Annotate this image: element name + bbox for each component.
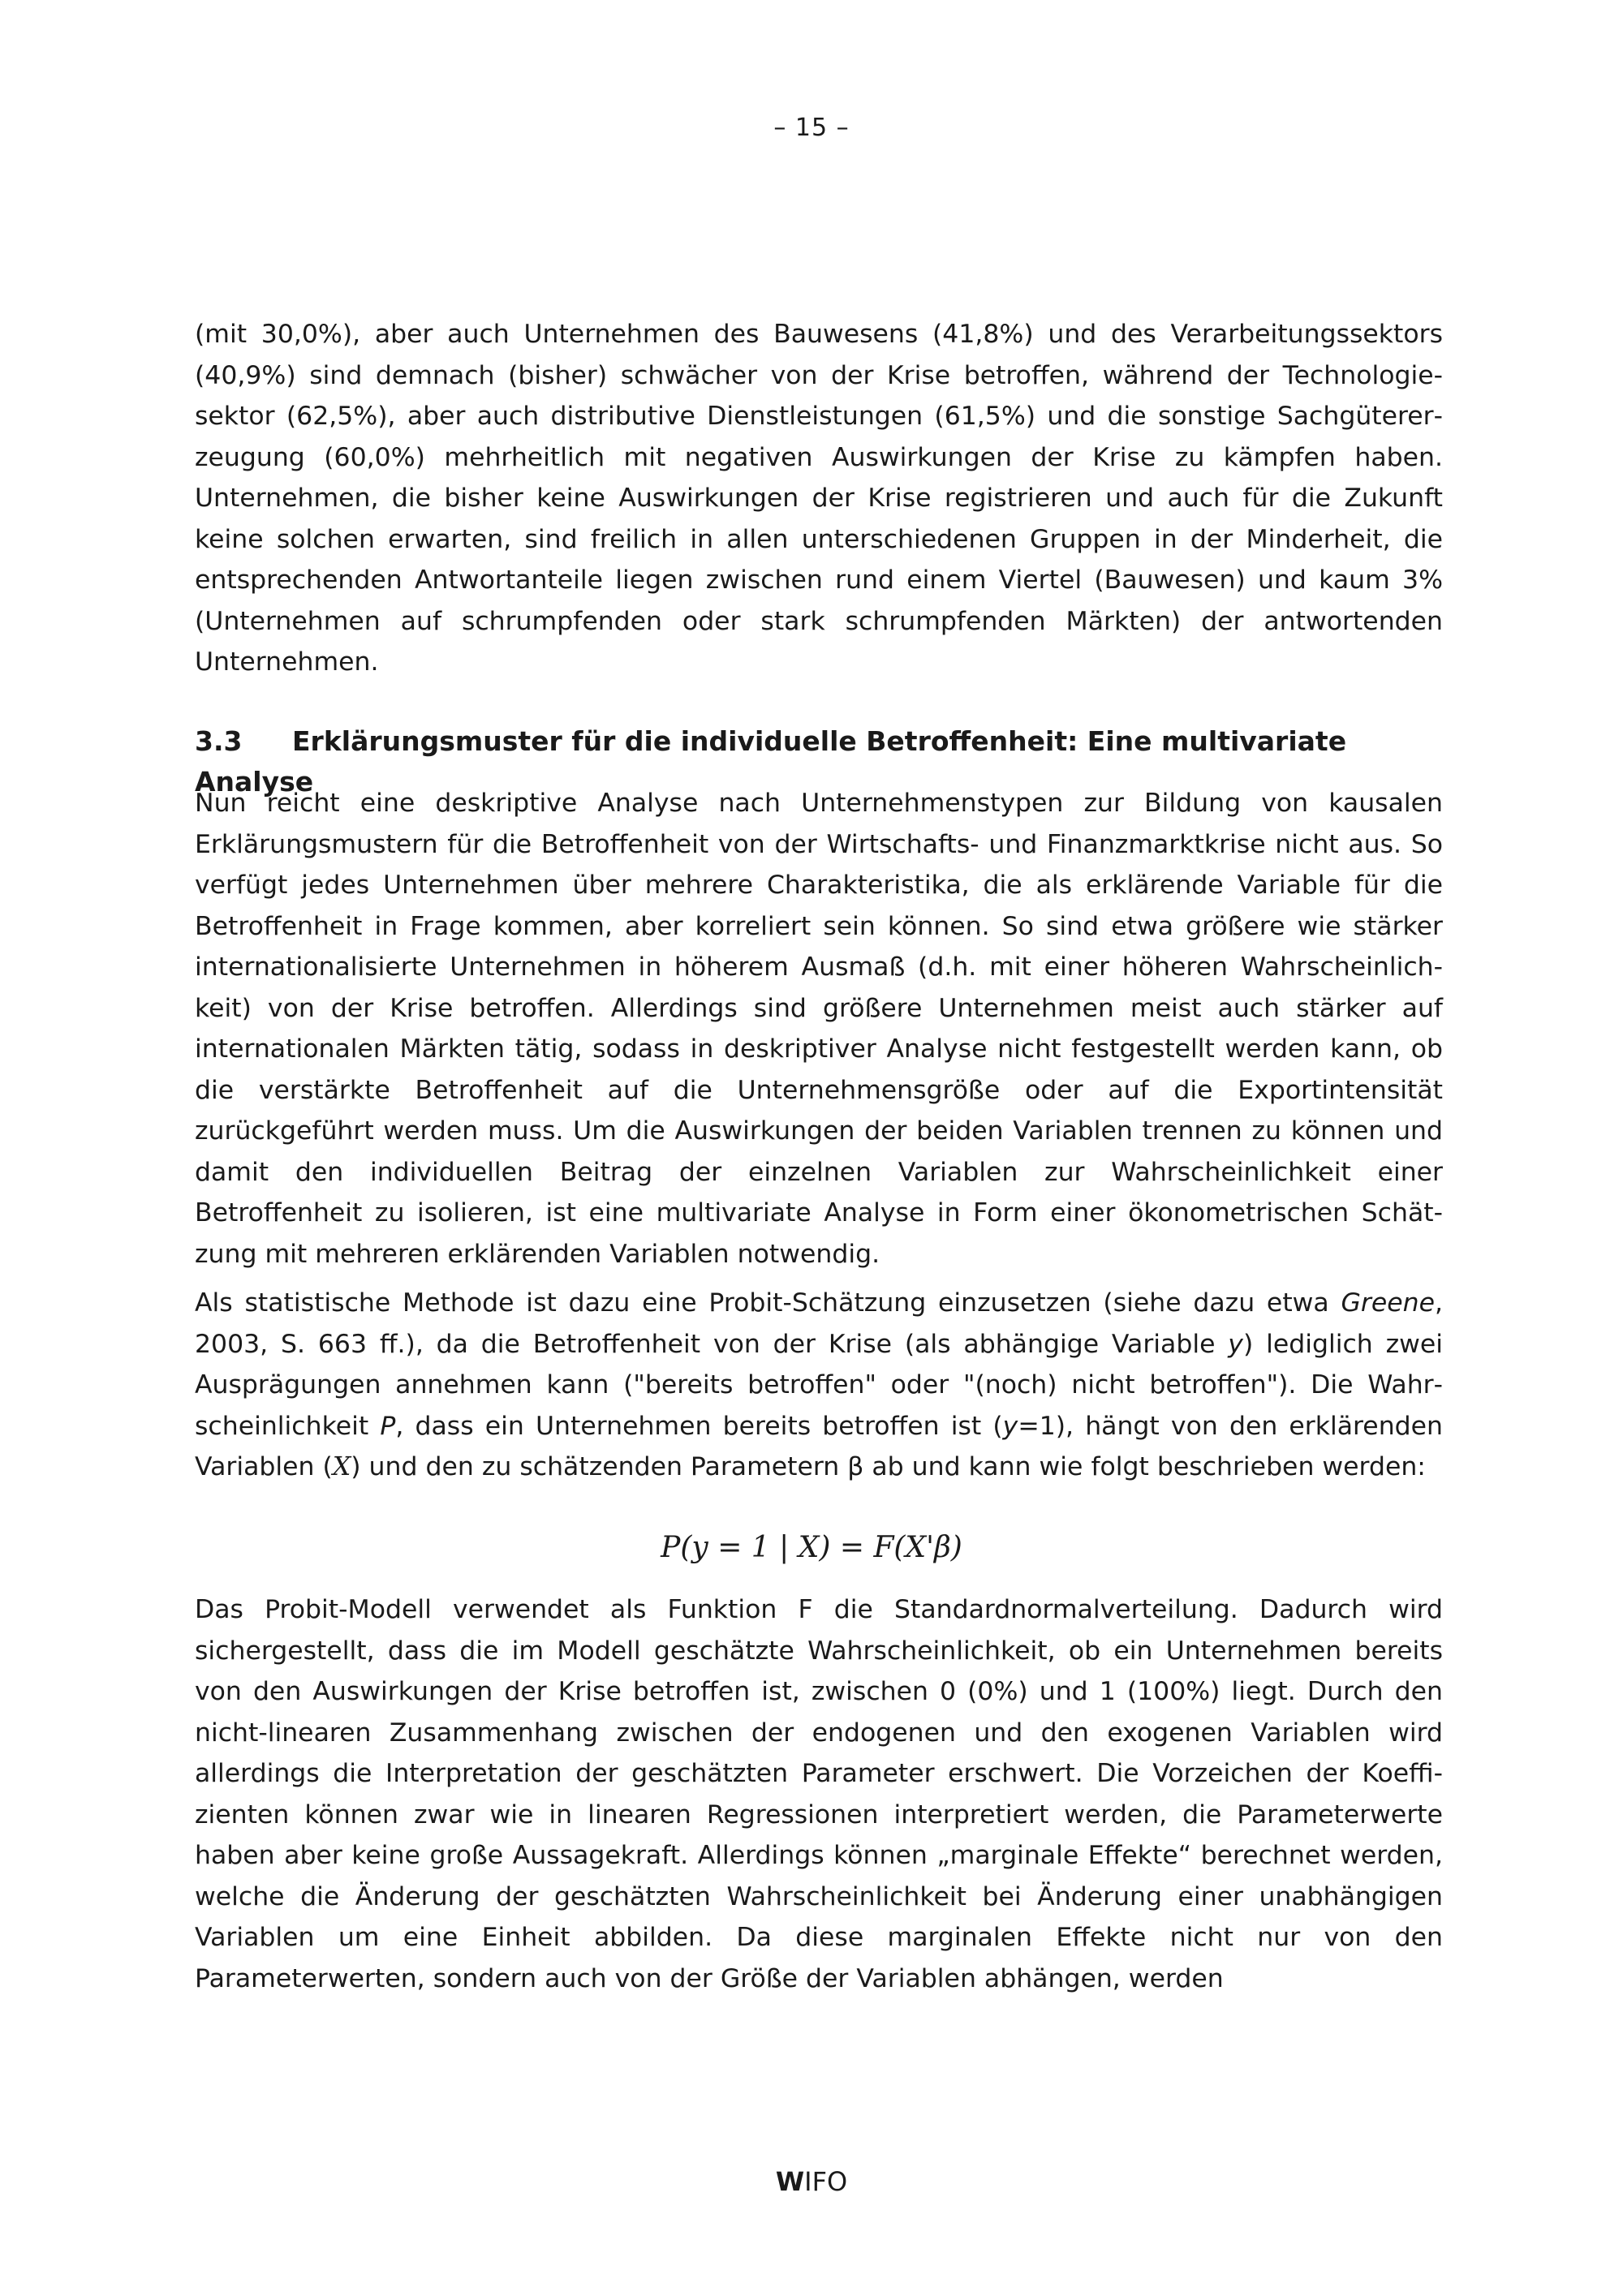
paragraph-continuation	[195, 314, 1443, 683]
logo-w: W	[775, 2166, 805, 2197]
logo-separator: I	[804, 2166, 812, 2197]
var-x: X	[332, 1452, 351, 1481]
paragraph-block-2	[195, 783, 1443, 1275]
paragraph-block-3	[195, 1283, 1443, 1488]
p3-text-e: =1), hängt von den erklärenden Variablen (	[195, 1411, 1443, 1481]
p3-text-b: , 2003, S. 663 ff.), da die Betroffenheit von der Krise (als abhängige Variable	[195, 1288, 1443, 1359]
p3-text-c: ) lediglich zwei Ausprägungen annehmen kann ("bereits betroffen" oder "(noch) nicht betroffen"). Die Wahrscheinlichkeit	[195, 1329, 1444, 1441]
var-p: P	[380, 1411, 396, 1441]
p3-text-d: , dass ein Unternehmen bereits betroffen ist (	[395, 1411, 1003, 1441]
citation-author: Greene	[1341, 1288, 1435, 1318]
paragraph-2: Nun reicht eine deskriptive Analyse nach Unternehmenstypen zur Bildung von kausalen Erklärungsmustern für die Betroffenheit von der Wirtschafts- und Finanzmarktkrise nicht aus. So verfügt jedes Unternehmen über mehrere Charakteristika, die als erklärende Variable für die Betroffenheit in Frage kommen, aber korreliert sein können. So sind etwa größere wie stärker internationalisierte Unternehmen in höherem Ausmaß (d.h. mit einer höheren Wahrscheinlichkeit) von der Krise betroffen. Allerdings sind größere Unternehmen meist auch stärker auf internationalen Märkten tätig, sodass in deskriptiver Analyse nicht festgestellt werden kann, ob die verstärkte Betroffenheit auf die Unternehmensgröße oder auf die Exportintensität zurückgeführt werden muss. Um die Auswirkungen der beiden Variablen trennen zu können und damit den individuellen Beitrag der einzelnen Variablen zur Wahrscheinlichkeit einer Betroffenheit zu isolieren, ist eine multivariate Analyse in Form einer ökonometrischen Schätzung mit mehreren erklärenden Variablen notwendig.	[195, 789, 1443, 1269]
section-number: 3.3	[195, 725, 243, 757]
p3-text-a: Als statistische Methode ist dazu eine Probit-Schätzung einzusetzen (siehe dazu etwa	[195, 1288, 1341, 1318]
logo-o: O	[826, 2166, 848, 2197]
var-y-2: y	[1002, 1411, 1018, 1441]
paragraph-4: Das Probit-Modell verwendet als Funktion F die Standardnormalverteilung. Dadurch wird sichergestellt, dass die im Modell geschätzte Wahrscheinlichkeit, ob ein Unternehmen bereits von den Auswirkungen der Krise betroffen ist, zwischen 0 (0%) und 1 (100%) liegt. Durch den nicht-linearen Zusammenhang zwischen der endogenen und den exogenen Variablen wird allerdings die Interpretation der geschätzten Parameter erschwert. Die Vorzeichen der Koeffizienten können zwar wie in linearen Regressionen interpretiert werden, die Parameterwerte haben aber keine große Aussagekraft. Allerdings können „marginale Effekte“ berechnet werden, welche die Änderung der geschätzten Wahrscheinlichkeit bei Änderung einer unabhängigen Variablen um eine Einheit abbilden. Da diese marginalen Effekte nicht nur von den Parameterwerten, sondern auch von der Größe der Variablen abhängen, werden	[195, 1595, 1443, 1993]
var-y: y	[1228, 1329, 1243, 1359]
paragraph-3	[195, 1283, 1443, 1488]
paragraph-1: (mit 30,0%), aber auch Unternehmen des Bauwesens (41,8%) und des Verarbeitungssektors (40,9%) sind demnach (bisher) schwächer von der Krise betroffen, während der Technologiesektor (62,5%), aber auch distributive Dienstleistungen (61,5%) und die sonstige Sachgütererzeugung (60,0%) mehrheitlich mit negativen Auswirkungen der Krise zu kämpfen haben. Unternehmen, die bisher keine Auswirkungen der Krise registrieren und auch für die Zukunft keine solchen erwarten, sind freilich in allen unterschiedenen Gruppen in der Minderheit, die entsprechenden Antwortanteile liegen zwischen rund einem Viertel (Bauwesen) und kaum 3% (Unternehmen auf schrumpfenden oder stark schrumpfenden Märkten) der antwortenden Unternehmen.	[195, 320, 1443, 677]
logo-f: F	[812, 2166, 827, 2197]
section-title: Erklärungsmuster für die individuelle Betroffenheit: Eine multivariate Analyse	[195, 725, 1347, 798]
probit-formula: P(y = 1 | X) = F(X'β)	[661, 1531, 962, 1564]
p3-text-f: ) und den zu schätzenden Parametern β ab und kann wie folgt beschrieben werden:	[351, 1452, 1426, 1481]
page-number: – 15 –	[773, 114, 850, 142]
wifo-logo	[0, 2166, 1623, 2197]
paragraph-block-4	[195, 1589, 1443, 1999]
